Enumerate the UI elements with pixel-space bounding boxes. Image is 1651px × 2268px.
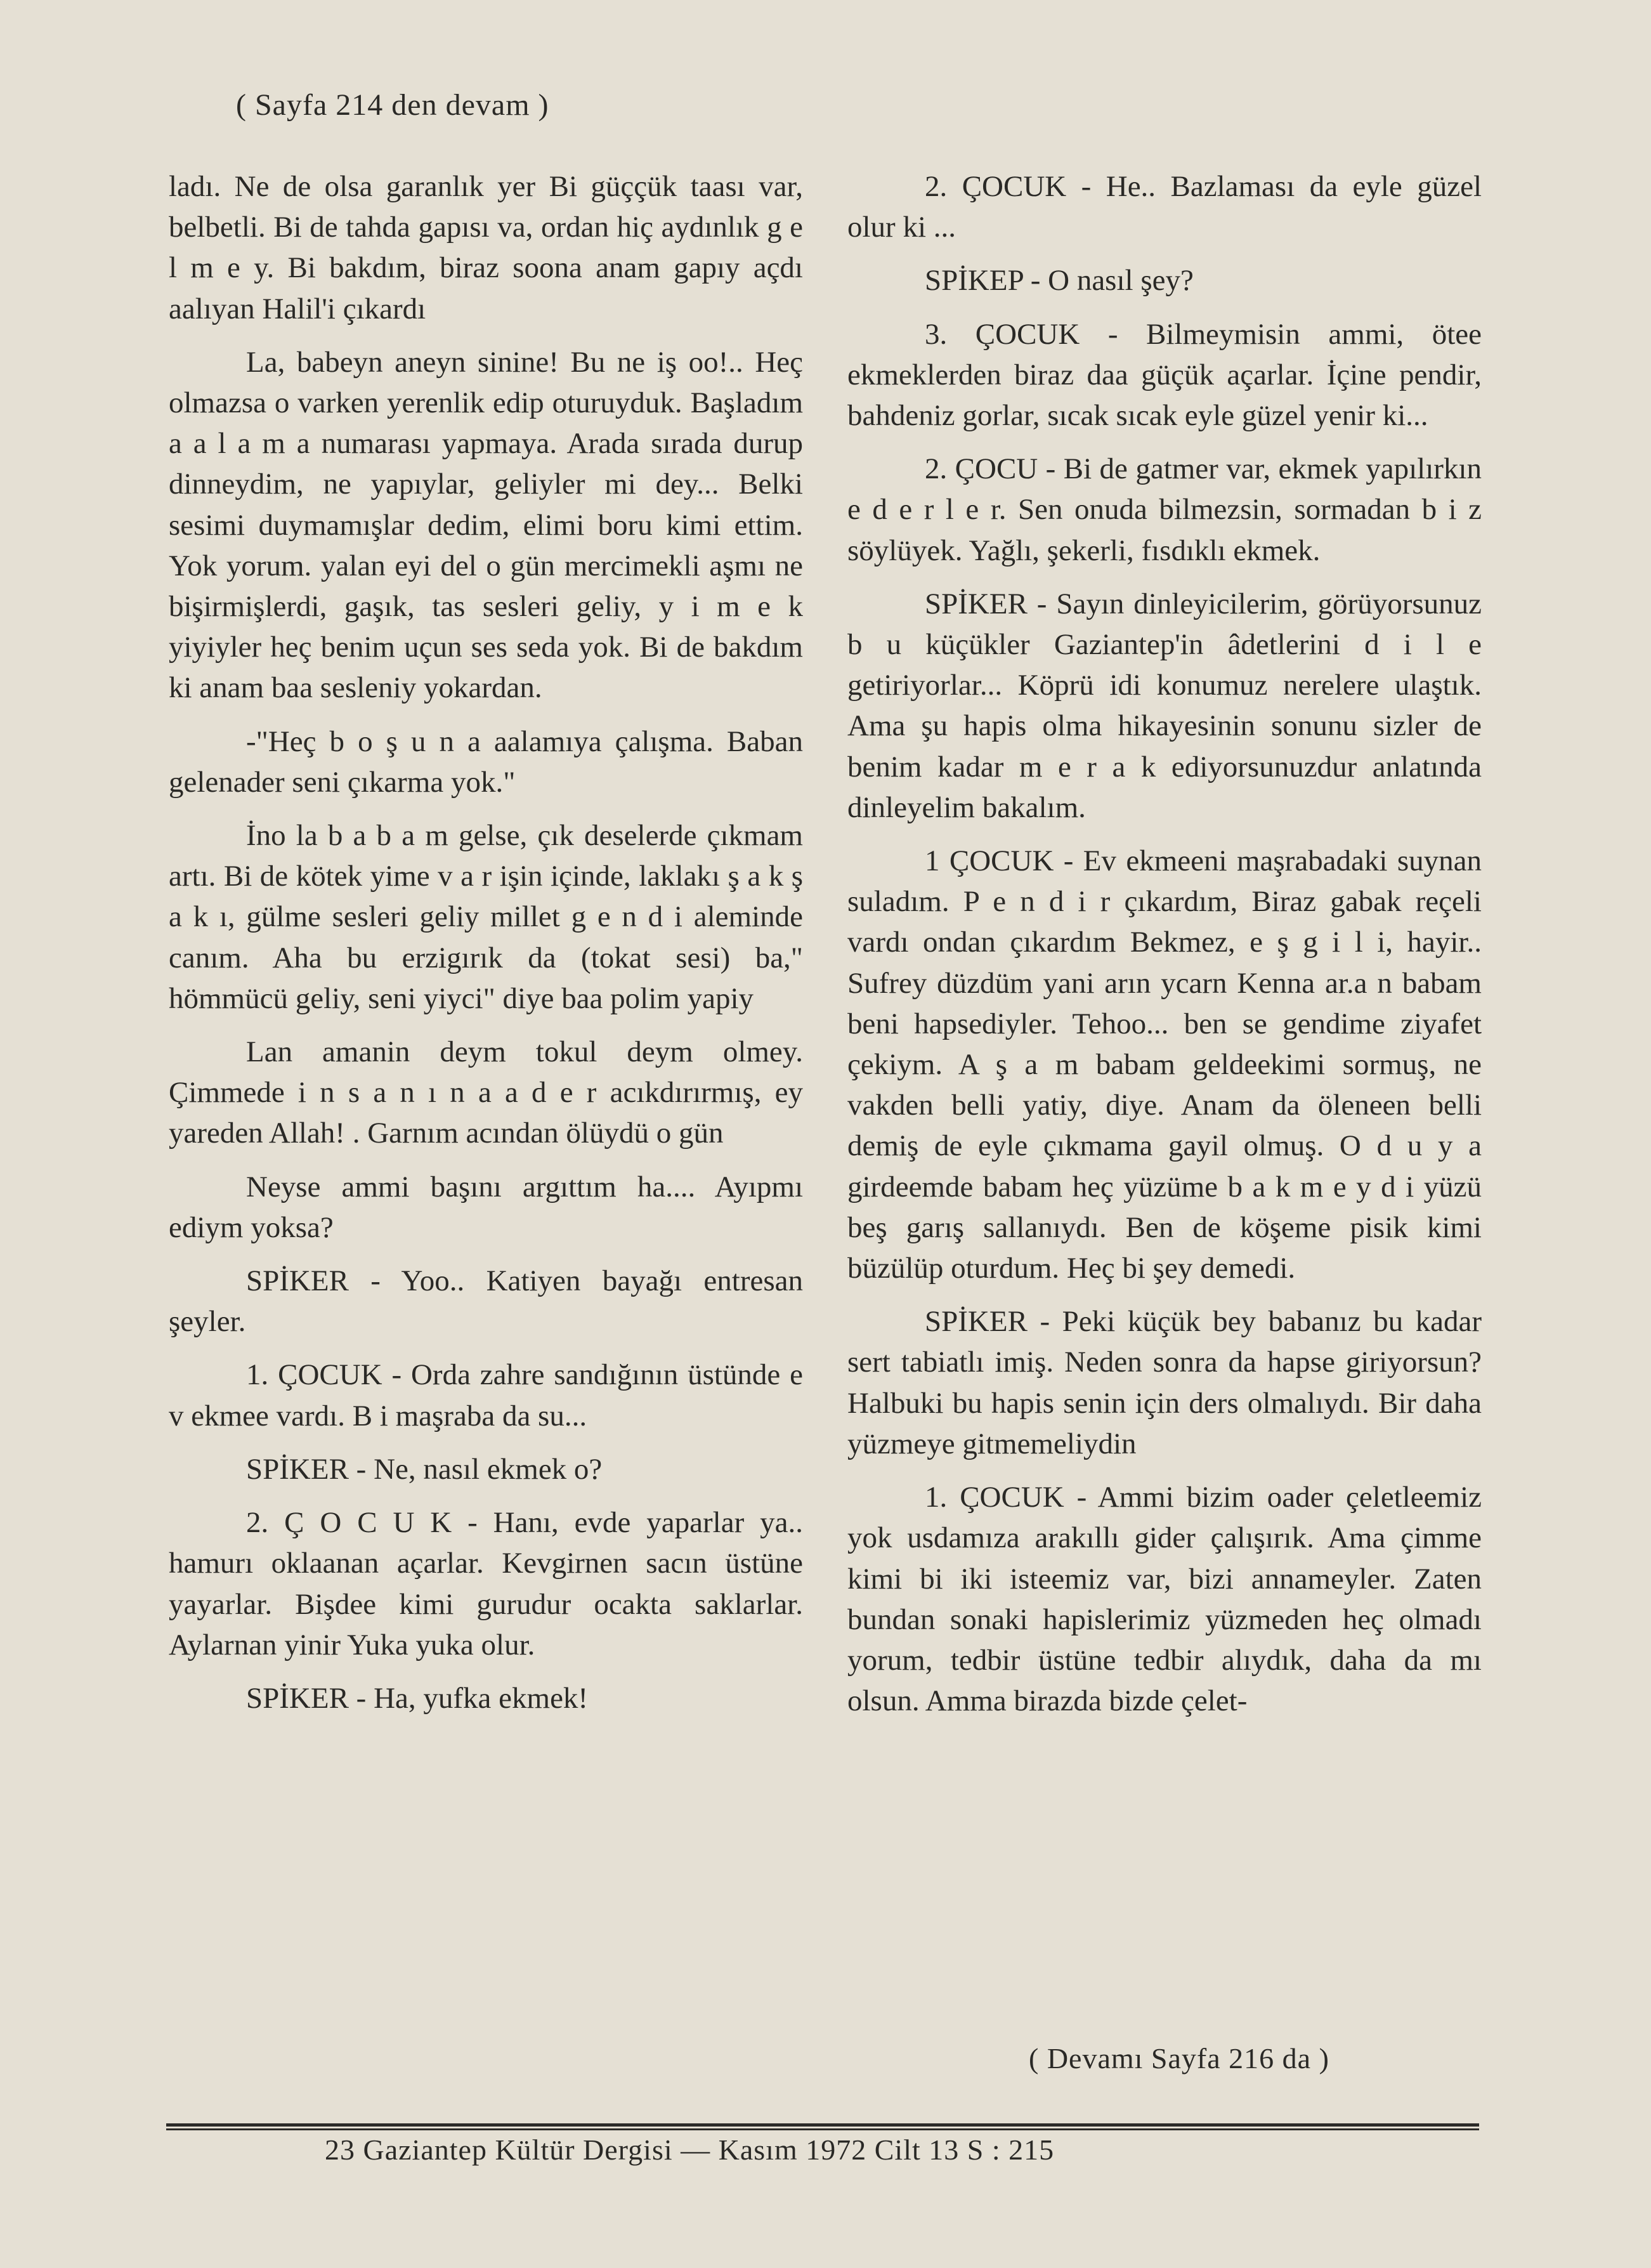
- paragraph: -"Heç b o ş u n a aalamıya çalışma. Baban gelenader seni çıkarma yok.": [169, 724, 803, 799]
- paragraph: İno la b a b a m gelse, çık deselerde çıkmam artı. Bi de kötek yime v a r işin içinde, laklakı ş a k ş a k ı, gülme sesleri geliy millet g e n d i aleminde canım. Aha bu erzigırık da (tokat sesi) ba," hömmücü geliy, seni yiyci" diye baa polim yapiy: [169, 819, 803, 1015]
- paragraph: SPİKER - Peki küçük bey babanız bu kadar sert tabiatlı imiş. Neden sonra da hapse giriyorsun? Halbuki bu hapis senin için ders olmalıydı. Bir daha yüzmeye gitmemeliydin: [847, 1305, 1482, 1460]
- paragraph: 3. ÇOCUK - Bilmeymisin ammi, ötee ekmeklerden biraz daa güçük açarlar. İçine pendir, bahdeniz gorlar, sıcak sıcak eyle güzel yenir ki...: [847, 317, 1482, 433]
- paragraph: SPİKER - Yoo.. Katiyen bayağı entresan şeyler.: [169, 1264, 803, 1339]
- right-column: [847, 166, 1482, 1734]
- paragraph: Lan amanin deym tokul deym olmey. Çimmede i n s a n ı n a a d e r acıkdırırmış, ey yareden Allah! . Garnım acından ölüydü o gün: [169, 1035, 803, 1150]
- page-footer: 23 Gaziantep Kültür Dergisi — Kasım 1972 Cilt 13 S : 215: [325, 2134, 1055, 2166]
- paragraph: 1. ÇOCUK - Orda zahre sandığının üstünde e v ekmee vardı. B i maşraba da su...: [169, 1358, 803, 1432]
- paragraph: 1. ÇOCUK - Ammi bizim oader çeletleemiz yok usdamıza arakıllı gider çalışırık. Ama çimme kimi bi iki isteemiz var, bizi annameyler. Zaten bundan sonaki hapislerimiz yüzmeden heç olmadı yorum, tedbir üstüne tedbir alıydık, daha da mı olsun. Amma birazda bizde çelet-: [847, 1481, 1482, 1718]
- page-header: ( Sayfa 214 den devam ): [236, 88, 549, 122]
- paragraph: Neyse ammi başını argıttım ha.... Ayıpmı ediym yoksa?: [169, 1170, 803, 1244]
- footer-rule: [166, 2123, 1479, 2127]
- paragraph: 2. Ç O C U K - Hanı, evde yaparlar ya.. hamurı oklaanan açarlar. Kevgirnen sacın üstüne yayarlar. Bişdee kimi gurudur ocakta saklarlar. Aylarnan yinir Yuka yuka olur.: [169, 1506, 803, 1662]
- continuation-note: ( Devamı Sayfa 216 da ): [1029, 2042, 1329, 2075]
- paragraph: SPİKEP - O nasıl şey?: [925, 264, 1194, 298]
- paragraph: SPİKER - Sayın dinleyicilerim, görüyorsunuz b u küçükler Gaziantep'in âdetlerini d i l e getiriyorlar... Köprü idi konumuz nerelere ulaştık. Ama şu hapis olma hikayesinin sonunu sizler de benim kadar m e r a k ediyorsunuzdur anlatında dinleyelim bakalım.: [847, 587, 1482, 824]
- footer-rule-thin: [166, 2128, 1479, 2130]
- paragraph: 2. ÇOCUK - He.. Bazlaması da eyle güzel olur ki ...: [847, 170, 1482, 244]
- paragraph: SPİKER - Ne, nasıl ekmek o?: [246, 1452, 603, 1486]
- paragraph: 2. ÇOCU - Bi de gatmer var, ekmek yapılırkın e d e r l e r. Sen onuda bilmezsin, sormadan b i z söylüyek. Yağlı, şekerli, fısdıklı ekmek.: [847, 452, 1482, 567]
- paragraph: SPİKER - Ha, yufka ekmek!: [246, 1681, 589, 1715]
- left-column: [169, 166, 803, 1731]
- paragraph: ladı. Ne de olsa garanlık yer Bi güççük taası var, belbetli. Bi de tahda gapısı va, ordan hiç aydınlık g e l m e y. Bi bakdım, biraz soona anam gapıy açdı aalıyan Halil'i çıkardı: [169, 170, 803, 325]
- paragraph: La, babeyn aneyn sinine! Bu ne iş oo!.. Heç olmazsa o varken yerenlik edip oturuyduk. Başladım a a l a m a numarası yapmaya. Arada sırada durup dinneydim, ne yapıylar, geliyler mi dey... Belki sesimi duymamışlar dedim, elimi boru kimi ettim. Yok yorum. yalan eyi del o gün mercimekli aşmı ne bişirmişlerdi, gaşık, tas sesleri geliy, y i m e k yiyiyler heç benim uçun ses seda yok. Bi de bakdım ki anam baa sesleniy yokardan.: [169, 345, 803, 705]
- paragraph: 1 ÇOCUK - Ev ekmeeni maşrabadaki suynan suladım. P e n d i r çıkardım, Biraz gabak reçeli vardı ondan çıkardım Bekmez, e ş g i l i, hayir.. Sufrey düzdüm yani arın ycarn Kenna ar.a n babam beni hapsediyler. Tehoo... ben se gendime ziyafet çekiym. A ş a m babam geldeekimi sormuş, ne vakden belli yatiy, diye. Anam da öleneen belli demiş de eyle çıkmama gayil olmuş. O d u y a girdeemde babam heç yüzüme b a k m e y d i yüzü beş garış sallanıydı. Ben de köşeme pisik kimi büzülüp oturdum. Heç bi şey demedi.: [847, 844, 1482, 1285]
